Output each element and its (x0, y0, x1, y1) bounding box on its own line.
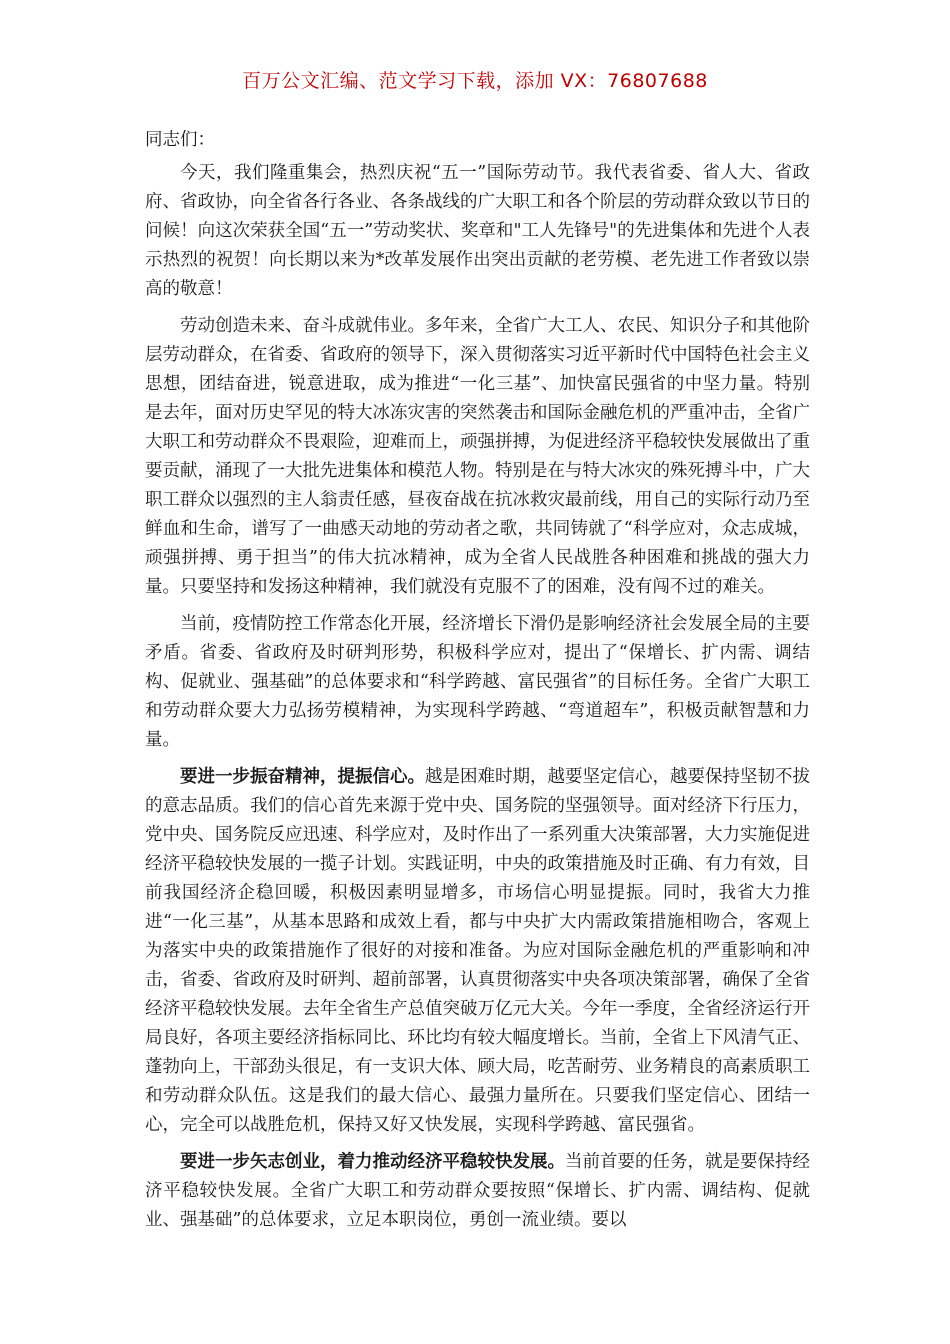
paragraph-5-lead: 要进一步矢志创业，着力推动经济平稳较快发展。 (180, 1152, 565, 1172)
paragraph-1: 今天，我们隆重集会，热烈庆祝“五一”国际劳动节。我代表省委、省人大、省政府、省政协，向全省各行各业、各条战线的广大职工和各个阶层的劳动群众致以节日的问候！向这次荣获全国“五一”劳动奖状、奖章和"工人先锋号"的先进集体和先进个人表示热烈的祝贺！向长期以来为*改革发展作出突出贡献的老劳模、老先进工作者致以崇高的敬意！ (145, 163, 810, 299)
paragraph-5 (145, 1148, 810, 1235)
salutation: 同志们： (145, 130, 215, 150)
paragraph-4-body: 越是困难时期，越要坚定信心，越要保持坚韧不拔的意志品质。我们的信心首先来源于党中央、国务院的坚强领导。面对经济下行压力，党中央、国务院反应迅速、科学应对，及时作出了一系列重大决策部署，大力实施促进经济平稳较快发展的一揽子计划。实践证明，中央的政策措施及时正确、有力有效，目前我国经济企稳回暖，积极因素明显增多，市场信心明显提振。同时，我省大力推进“一化三基”，从基本思路和成效上看，都与中央扩大内需政策措施相吻合，客观上为落实中央的政策措施作了很好的对接和准备。为应对国际金融危机的严重影响和冲击，省委、省政府及时研判、超前部署，认真贯彻落实中央各项决策部署，确保了全省经济平稳较快发展。去年全省生产总值突破万亿元大关。今年一季度，全省经济运行开局良好，各项主要经济指标同比、环比均有较大幅度增长。当前，全省上下风清气正、蓬勃向上，干部劲头很足，有一支识大体、顾大局，吃苦耐劳、业务精良的高素质职工和劳动群众队伍。这是我们的最大信心、最强力量所在。只要我们坚定信心、团结一心，完全可以战胜危机，保持又好又快发展，实现科学跨越、富民强省。 (145, 767, 810, 1135)
paragraph-5-body: 当前首要的任务，就是要保持经济平稳较快发展。全省广大职工和劳动群众要按照“保增长、扩内需、调结构、促就业、强基础”的总体要求，立足本职岗位，勇创一流业绩。要以 (145, 1152, 810, 1230)
paragraph-4-lead: 要进一步振奋精神，提振信心。 (180, 767, 425, 787)
paragraph-2: 劳动创造未来、奋斗成就伟业。多年来，全省广大工人、农民、知识分子和其他阶层劳动群众，在省委、省政府的领导下，深入贯彻落实习近平新时代中国特色社会主义思想，团结奋进，锐意进取，成为推进“一化三基”、加快富民强省的中坚力量。特别是去年，面对历史罕见的特大冰冻灾害的突然袭击和国际金融危机的严重冲击，全省广大职工和劳动群众不畏艰险，迎难而上，顽强拼搏，为促进经济平稳较快发展做出了重要贡献，涌现了一大批先进集体和模范人物。特别是在与特大冰灾的殊死搏斗中，广大职工群众以强烈的主人翁责任感，昼夜奋战在抗冰救灾最前线，用自己的实际行动乃至鲜血和生命，谱写了一曲感天动地的劳动者之歌，共同铸就了“科学应对，众志成城，顽强拼搏、勇于担当”的伟大抗冰精神，成为全省人民战胜各种困难和挑战的强大力量。只要坚持和发扬这种精神，我们就没有克服不了的困难，没有闯不过的难关。 (145, 316, 810, 597)
paragraph-4 (145, 763, 810, 1140)
paragraph-3: 当前，疫情防控工作常态化开展，经济增长下滑仍是影响经济社会发展全局的主要矛盾。省委、省政府及时研判形势，积极科学应对，提出了“保增长、扩内需、调结构、促就业、强基础”的总体要求和“科学跨越、富民强省”的目标任务。全省广大职工和劳动群众要大力弘扬劳模精神，为实现科学跨越、“弯道超车”，积极贡献智慧和力量。 (145, 614, 810, 750)
document-body (145, 126, 810, 1243)
header-banner: 百万公文汇编、范文学习下载，添加 VX：76807688 (242, 70, 708, 92)
